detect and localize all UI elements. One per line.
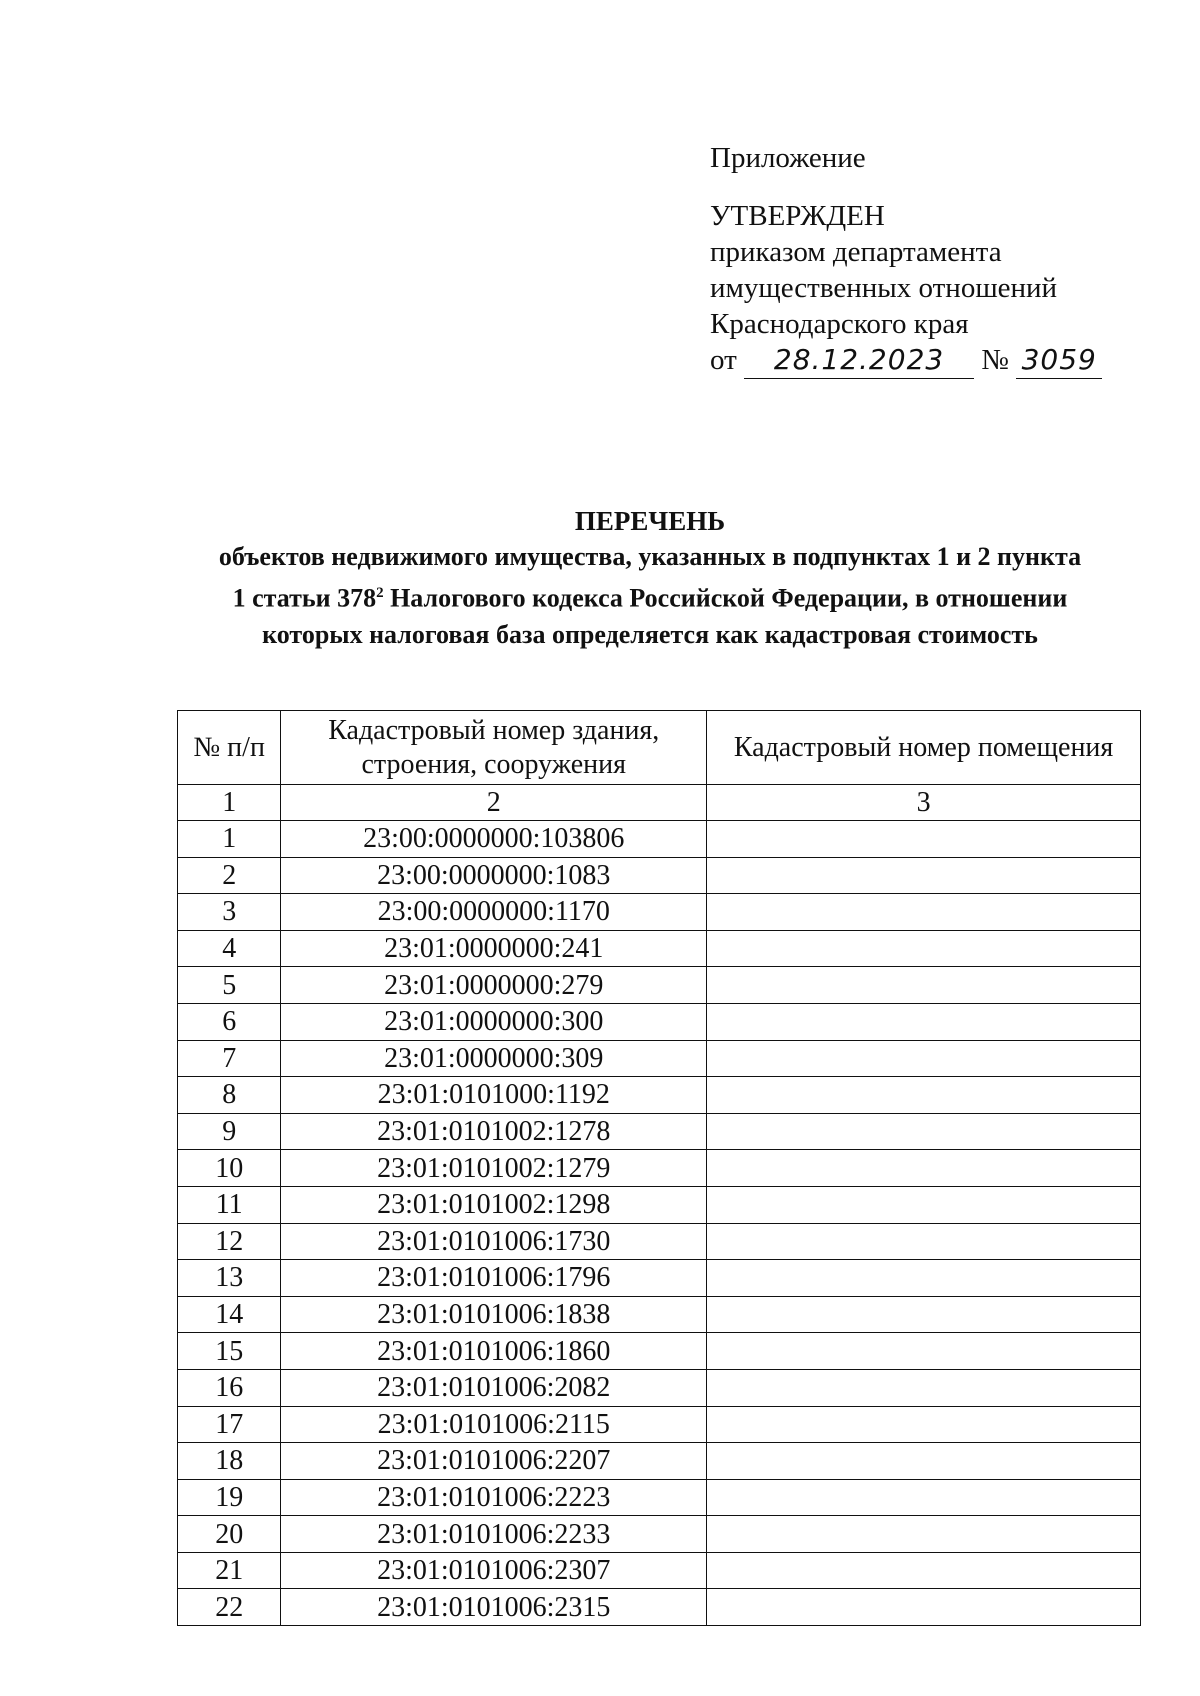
table-row [178,1150,1141,1187]
cell-number: 12 [178,1223,281,1260]
cell-premise-cadastral [707,894,1141,931]
cell-premise-cadastral [707,1369,1141,1406]
cell-building-cadastral: 23:01:0101002:1278 [281,1113,707,1150]
cell-building-cadastral: 23:01:0000000:279 [281,967,707,1004]
cell-number: 2 [178,857,281,894]
header-premise-cadastral: Кадастровый номер помещения [707,711,1141,785]
cell-premise-cadastral [707,1150,1141,1187]
table-row [178,1040,1141,1077]
table-row [178,1552,1141,1589]
appendix-label: Приложение [710,142,866,174]
cell-building-cadastral: 23:01:0101002:1279 [281,1150,707,1187]
cell-premise-cadastral [707,1296,1141,1333]
cell-premise-cadastral [707,1186,1141,1223]
cell-building-cadastral: 23:01:0101006:2082 [281,1369,707,1406]
cell-building-cadastral: 23:01:0000000:309 [281,1040,707,1077]
spacer [710,176,1102,198]
cell-building-cadastral: 23:01:0101006:2207 [281,1443,707,1480]
approval-order-line: приказом департамента [710,236,1002,268]
cell-building-cadastral: 23:00:0000000:103806 [281,821,707,858]
approval-block [710,140,1102,379]
cell-building-cadastral: 23:01:0101006:1730 [281,1223,707,1260]
title-heading: ПЕРЕЧЕНЬ [574,506,726,536]
cell-premise-cadastral [707,1003,1141,1040]
cell-premise-cadastral [707,1040,1141,1077]
cell-premise-cadastral [707,1516,1141,1553]
table-row [178,894,1141,931]
header-building-line-1: Кадастровый номер здания, [328,714,660,746]
cell-building-cadastral: 23:01:0101006:2223 [281,1479,707,1516]
cell-building-cadastral: 23:00:0000000:1170 [281,894,707,931]
cell-premise-cadastral [707,1552,1141,1589]
cell-number: 15 [178,1333,281,1370]
title-superscript: 2 [376,585,384,601]
title-line-2-end: Налогового кодекса Российской Федерации, в отношении [383,583,1068,613]
table-row [178,1406,1141,1443]
cell-building-cadastral: 23:01:0000000:241 [281,930,707,967]
cell-number: 3 [178,894,281,931]
cell-building-cadastral: 23:01:0101006:2233 [281,1516,707,1553]
cell-premise-cadastral [707,821,1141,858]
cell-premise-cadastral [707,1406,1141,1443]
cell-number: 4 [178,930,281,967]
cell-number: 10 [178,1150,281,1187]
cell-premise-cadastral [707,1077,1141,1114]
table-header-row [178,711,1141,785]
cell-premise-cadastral [707,1223,1141,1260]
cell-number: 7 [178,1040,281,1077]
column-index-row [178,785,1141,821]
document-title [170,503,1130,653]
cell-building-cadastral: 23:01:0101006:1860 [281,1333,707,1370]
cell-number: 17 [178,1406,281,1443]
cell-number: 1 [178,821,281,858]
table-row [178,1113,1141,1150]
number-prefix: № [981,344,1009,376]
table-row [178,967,1141,1004]
table-row [178,1589,1141,1626]
table-row [178,1260,1141,1297]
cell-premise-cadastral [707,1589,1141,1626]
header-building-line-2: строения, сооружения [361,748,627,780]
cell-number: 5 [178,967,281,1004]
cell-number: 16 [178,1369,281,1406]
date-prefix: от [710,344,737,376]
table-row [178,821,1141,858]
table-row [178,1186,1141,1223]
cell-premise-cadastral [707,967,1141,1004]
table-row [178,857,1141,894]
table-row [178,1296,1141,1333]
table-row [178,1003,1141,1040]
cell-number: 18 [178,1443,281,1480]
header-number: № п/п [178,711,281,785]
column-index-2: 2 [281,785,707,821]
cell-number: 22 [178,1589,281,1626]
cell-premise-cadastral [707,857,1141,894]
cell-building-cadastral: 23:01:0101002:1298 [281,1186,707,1223]
title-line-2-start: 1 статьи 378 [232,583,377,613]
cell-premise-cadastral [707,1333,1141,1370]
table-row [178,930,1141,967]
property-table [177,710,1141,1626]
cell-building-cadastral: 23:01:0101006:2115 [281,1406,707,1443]
cell-number: 19 [178,1479,281,1516]
approval-department-line: имущественных отношений [710,272,1058,304]
table-row [178,1479,1141,1516]
header-building-cadastral [281,711,707,785]
title-line-3: которых налоговая база определяется как кадастровая стоимость [262,619,1038,649]
cell-premise-cadastral [707,1260,1141,1297]
cell-number: 8 [178,1077,281,1114]
approval-date-number-line [710,342,1102,379]
column-index-1: 1 [178,785,281,821]
handwritten-number: 3059 [1021,343,1097,376]
cell-building-cadastral: 23:01:0101006:2315 [281,1589,707,1626]
approval-region-line: Краснодарского края [710,308,969,340]
table-row [178,1333,1141,1370]
cell-number: 14 [178,1296,281,1333]
date-field [744,342,974,379]
table-row [178,1443,1141,1480]
cell-building-cadastral: 23:01:0000000:300 [281,1003,707,1040]
approved-label: УТВЕРЖДЕН [710,200,885,232]
handwritten-date: 28.12.2023 [773,343,945,376]
cell-building-cadastral: 23:01:0101006:1838 [281,1296,707,1333]
cell-premise-cadastral [707,1443,1141,1480]
table-body [178,821,1141,1626]
cell-number: 20 [178,1516,281,1553]
table-row [178,1369,1141,1406]
cell-building-cadastral: 23:01:0101006:1796 [281,1260,707,1297]
cell-number: 21 [178,1552,281,1589]
cell-building-cadastral: 23:00:0000000:1083 [281,857,707,894]
cell-premise-cadastral [707,1113,1141,1150]
cell-premise-cadastral [707,930,1141,967]
title-line-2 [170,575,1130,617]
cell-premise-cadastral [707,1479,1141,1516]
table-row [178,1223,1141,1260]
cell-building-cadastral: 23:01:0101006:2307 [281,1552,707,1589]
cell-number: 9 [178,1113,281,1150]
cell-number: 13 [178,1260,281,1297]
cell-number: 6 [178,1003,281,1040]
number-field [1016,342,1102,379]
cell-building-cadastral: 23:01:0101000:1192 [281,1077,707,1114]
cell-number: 11 [178,1186,281,1223]
column-index-3: 3 [707,785,1141,821]
table-row [178,1077,1141,1114]
table-row [178,1516,1141,1553]
title-line-1: объектов недвижимого имущества, указанных в подпунктах 1 и 2 пункта [218,542,1082,571]
